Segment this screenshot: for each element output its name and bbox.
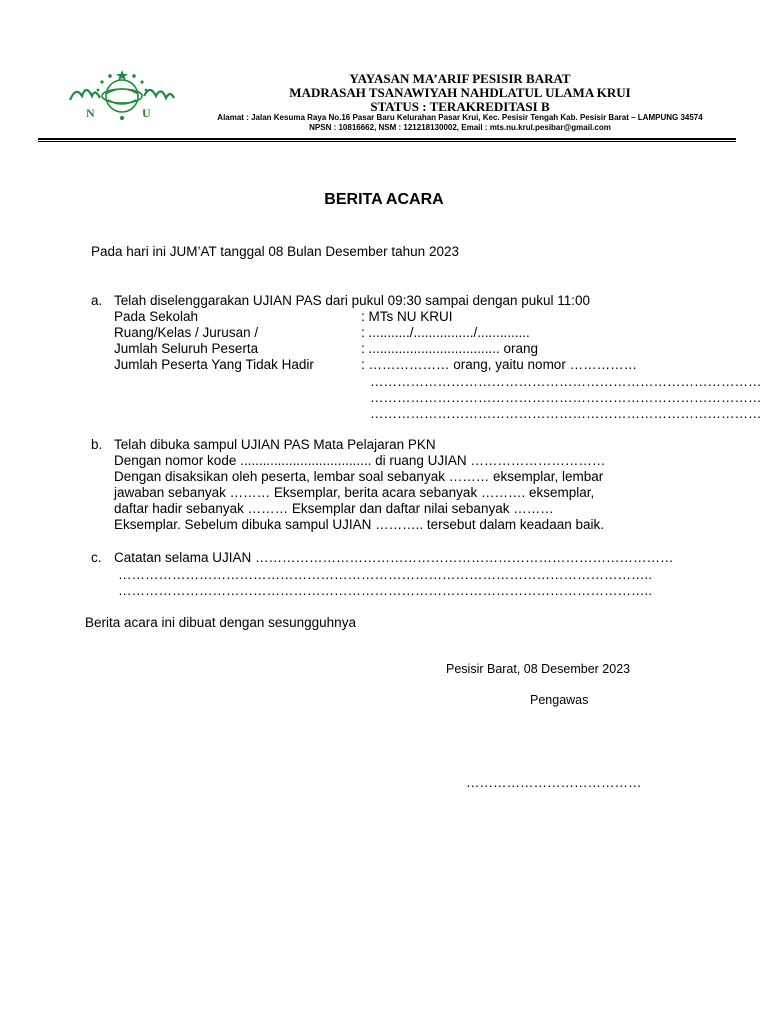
row-value-total: : ................................... orang [361, 341, 539, 356]
row-label-total: Jumlah Seluruh Peserta [114, 341, 259, 356]
row-label-school: Pada Sekolah [114, 309, 199, 324]
header-foundation: YAYASAN MA’ARIF PESISIR BARAT [349, 71, 571, 86]
section-b-line5: daftar hadir sebanyak ……… Eksemplar dan daftar nilai sebanyak ……… [114, 501, 554, 516]
section-a-line1: Telah diselenggarakan UJIAN PAS dari pukul 09:30 sampai dengan pukul 11:00 [114, 293, 591, 308]
notes-dots-2: ……………………………………………………………………………………………………….. [118, 583, 653, 598]
intro-text: Pada hari ini JUM’AT tanggal 08 Bulan Desember tahun 2023 [91, 244, 459, 259]
header-school: MADRASAH TSANAWIYAH NAHDLATUL ULAMA KRUI [289, 85, 631, 100]
row-label-class: Ruang/Kelas / Jurusan / [114, 325, 259, 340]
row-label-absent: Jumlah Peserta Yang Tidak Hadir [114, 357, 314, 372]
header-npsn-email: NPSN : 10816662, NSM : 121218130002, Email : mts.nu.krul.pesibar@gmail.com [309, 123, 611, 132]
logo-letter-n: N [86, 106, 95, 120]
signature-role: Pengawas [530, 693, 589, 707]
header-status: STATUS : TERAKREDITASI B [370, 99, 550, 114]
absent-dots-1: …………………………………………………………………………… [370, 374, 762, 389]
section-b-line3: Dengan disaksikan oleh peserta, lembar soal sebanyak ……… eksemplar, lembar [114, 469, 604, 484]
section-b-line6: Eksemplar. Sebelum dibuka sampul UJIAN ……….. tersebut dalam keadaan baik. [114, 517, 604, 532]
nu-logo [66, 66, 178, 126]
notes-dots-1: ……………………………………………………………………………………………………….. [118, 567, 653, 582]
section-b-line2: Dengan nomor kode ................................... di ruang UJIAN ………………………… [114, 453, 606, 468]
section-b-line4: jawaban sebanyak ……… Eksemplar, berita acara sebanyak ………. eksemplar, [114, 485, 595, 500]
section-c-line1: Catatan selama UJIAN ………………………………………………………………………………… [114, 550, 674, 565]
absent-dots-3: …………………………………………………………………………… [370, 406, 762, 421]
header-divider [38, 138, 736, 140]
section-b-line1: Telah dibuka sampul UJIAN PAS Mata Pelajaran PKN [114, 437, 436, 452]
logo-arabic-text [66, 66, 71, 67]
row-value-class: : .........../................/.............. [361, 325, 530, 340]
signature-name-line: ………………………………… [466, 775, 642, 790]
logo-letter-u: U [142, 106, 151, 120]
section-c-marker: c. [91, 550, 102, 565]
header-address: Alamat : Jalan Kesuma Raya No.16 Pasar Baru Kelurahan Pasar Krui, Kec. Pesisir Tengah Kab. Pesisir Barat – LAMPUNG 34574 [217, 113, 703, 122]
header-divider-thin [38, 141, 736, 142]
row-value-school: : MTs NU KRUI [361, 309, 453, 324]
row-value-absent: : ……………… orang, yaitu nomor …………… [361, 357, 638, 372]
absent-dots-2: …………………………………………………………………………… [370, 390, 762, 405]
page-title: BERITA ACARA [324, 191, 444, 208]
signature-place-date: Pesisir Barat, 08 Desember 2023 [446, 662, 631, 676]
closing-statement: Berita acara ini dibuat dengan sesungguhnya [85, 615, 356, 630]
section-b-marker: b. [91, 437, 103, 452]
section-a-marker: a. [91, 293, 103, 308]
